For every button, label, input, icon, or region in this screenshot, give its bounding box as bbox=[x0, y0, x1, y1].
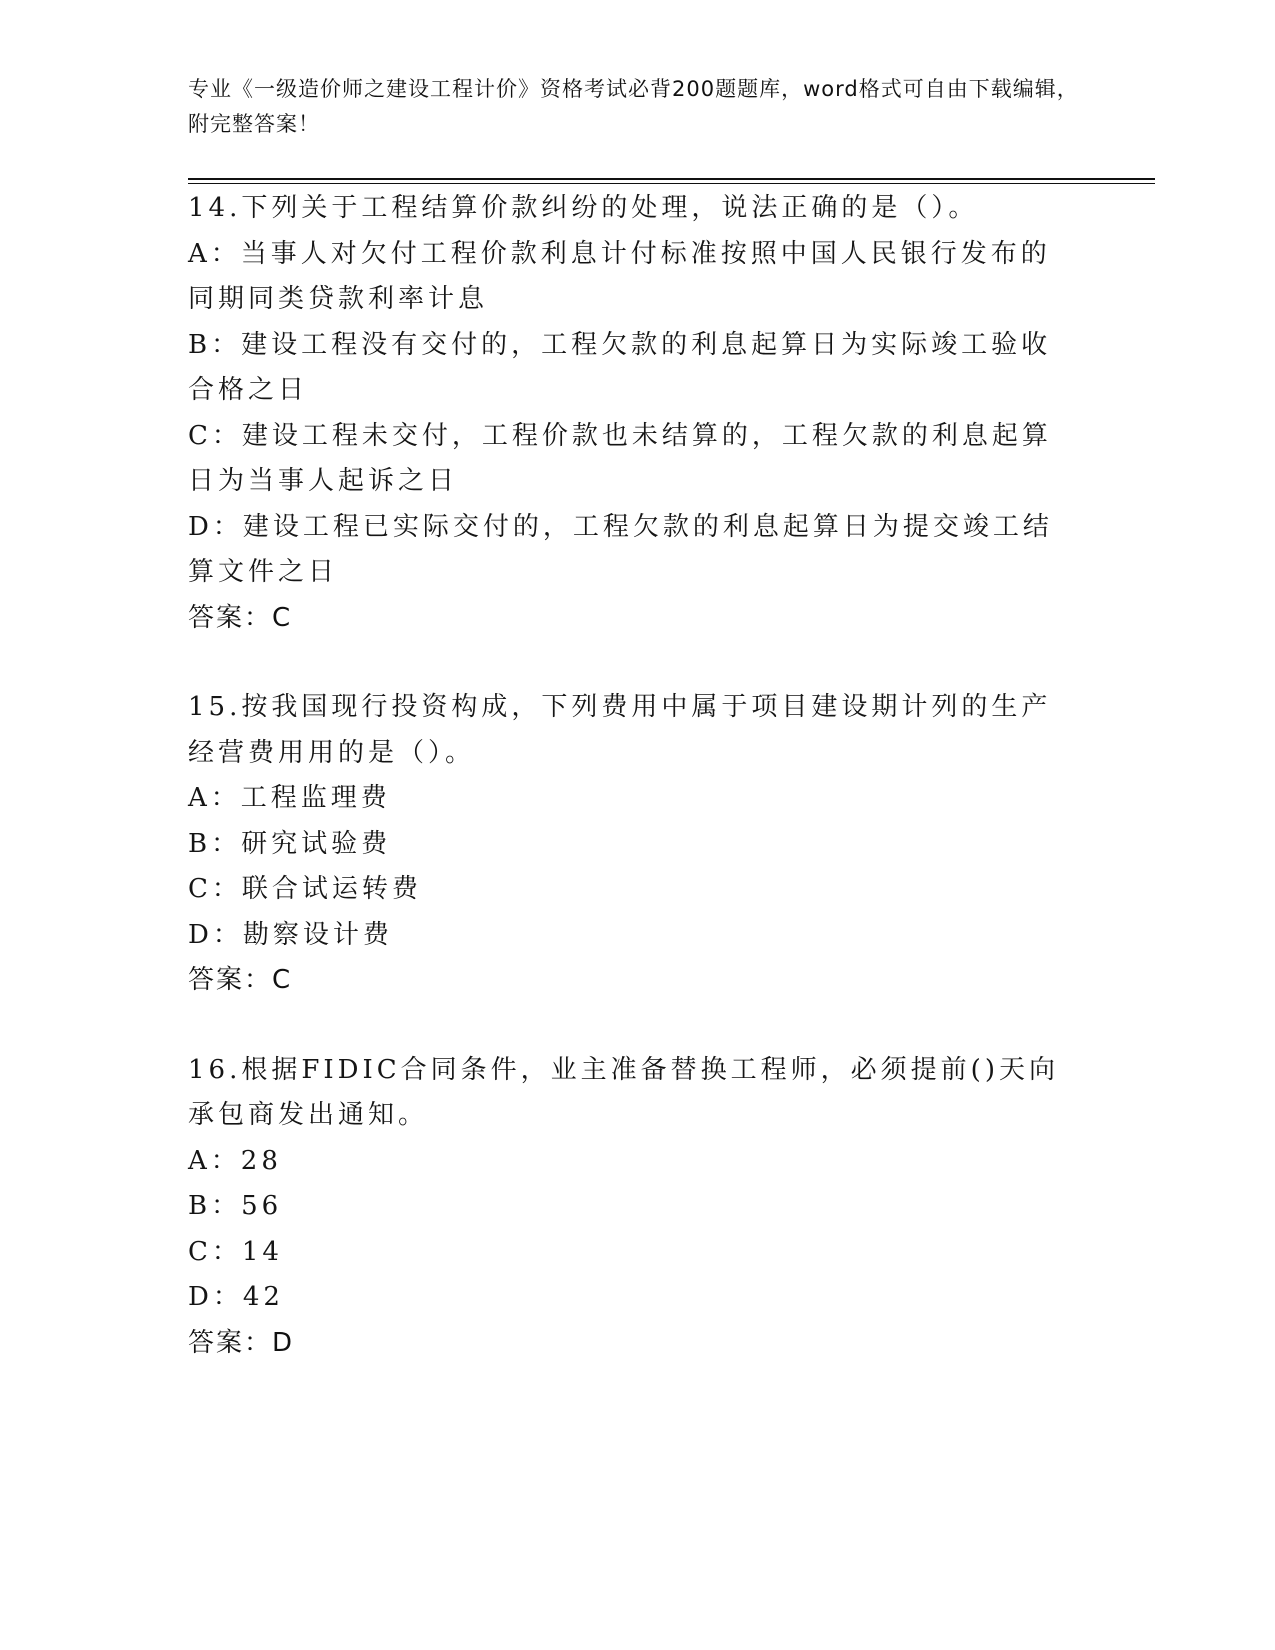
question-list bbox=[188, 186, 1068, 1410]
option-a: A：当事人对欠付工程价款利息计付标准按照中国人民银行发布的同期同类贷款利率计息 bbox=[188, 238, 1051, 314]
option-a: A：28 bbox=[188, 1145, 282, 1176]
option-d: D：建设工程已实际交付的，工程欠款的利息起算日为提交竣工结算文件之日 bbox=[188, 511, 1053, 587]
question-14 bbox=[188, 186, 1068, 641]
question-stem: 15.按我国现行投资构成，下列费用中属于项目建设期计列的生产经营费用用的是（）。 bbox=[188, 692, 1052, 768]
question-16 bbox=[188, 1048, 1068, 1367]
option-b: B：建设工程没有交付的，工程欠款的利息起算日为实际竣工验收合格之日 bbox=[188, 329, 1052, 405]
option-c: C：14 bbox=[188, 1236, 283, 1267]
question-15 bbox=[188, 685, 1068, 1004]
option-c: C：联合试运转费 bbox=[188, 874, 422, 904]
answer: 答案：C bbox=[188, 602, 293, 633]
document-header: 专业《一级造价师之建设工程计价》资格考试必背200题题库，word格式可自由下载编辑，附完整答案！ bbox=[188, 77, 1079, 136]
option-d: D：勘察设计费 bbox=[188, 919, 393, 950]
option-c: C：建设工程未交付，工程价款也未结算的，工程欠款的利息起算日为当事人起诉之日 bbox=[188, 420, 1052, 496]
option-b: B：研究试验费 bbox=[188, 828, 392, 859]
option-a: A：工程监理费 bbox=[188, 783, 391, 813]
header-divider-thick bbox=[188, 178, 1155, 180]
question-stem: 14.下列关于工程结算价款纠纷的处理，说法正确的是（）。 bbox=[188, 193, 979, 223]
option-b: B：56 bbox=[188, 1191, 283, 1221]
answer: 答案：D bbox=[188, 1327, 295, 1358]
question-stem: 16.根据FIDIC合同条件，业主准备替换工程师，必须提前()天向承包商发出通知。 bbox=[188, 1054, 1059, 1130]
answer: 答案：C bbox=[188, 965, 293, 995]
option-d: D：42 bbox=[188, 1282, 284, 1312]
header-divider-thin bbox=[188, 183, 1155, 184]
